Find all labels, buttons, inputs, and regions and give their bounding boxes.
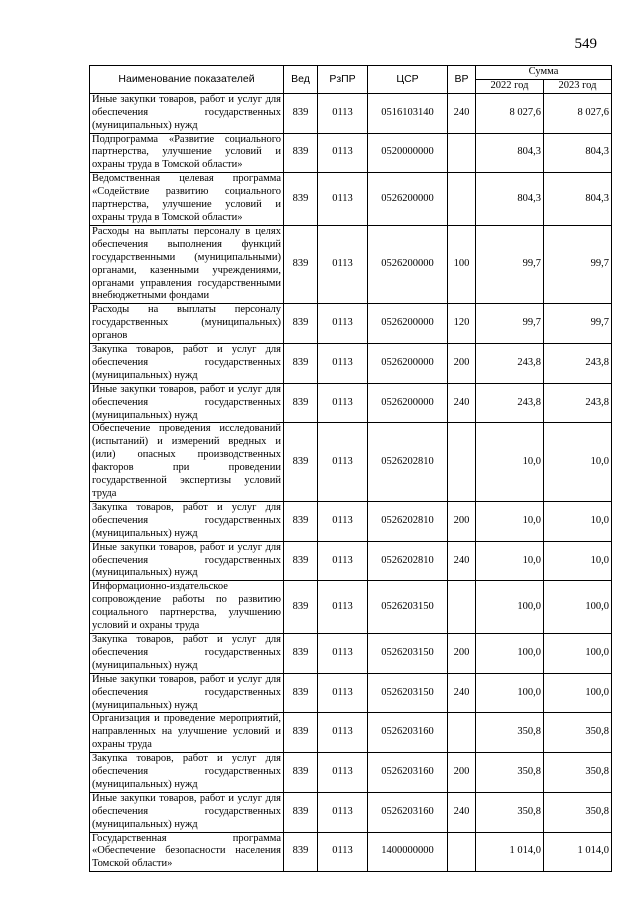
- row-vr-cell: 200: [448, 501, 476, 541]
- row-vr-cell: [448, 423, 476, 501]
- table-row: [90, 832, 612, 872]
- row-sum-2022-cell: 804,3: [476, 173, 544, 226]
- table-row: [90, 173, 612, 226]
- row-vr-cell: 240: [448, 792, 476, 832]
- row-sum-2022-cell: 350,8: [476, 713, 544, 753]
- row-rzpr-cell: 0113: [318, 423, 368, 501]
- row-ved-cell: 839: [284, 383, 318, 423]
- table-row: [90, 501, 612, 541]
- row-vr-cell: 240: [448, 673, 476, 713]
- row-rzpr-cell: 0113: [318, 304, 368, 344]
- row-name-cell: Закупка товаров, работ и услуг для обеспечения государственных (муниципальных) нужд: [90, 753, 284, 793]
- row-vr-cell: [448, 173, 476, 226]
- row-ved-cell: 839: [284, 93, 318, 133]
- table-row: [90, 713, 612, 753]
- header-csr: ЦСР: [368, 66, 448, 94]
- row-sum-2022-cell: 1 014,0: [476, 832, 544, 872]
- row-sum-2022-cell: 99,7: [476, 304, 544, 344]
- row-vr-cell: 240: [448, 93, 476, 133]
- table-row: [90, 225, 612, 303]
- row-rzpr-cell: 0113: [318, 792, 368, 832]
- row-csr-cell: 0526203150: [368, 633, 448, 673]
- row-ved-cell: 839: [284, 225, 318, 303]
- row-sum-2023-cell: 100,0: [544, 673, 612, 713]
- row-vr-cell: 200: [448, 753, 476, 793]
- row-sum-2023-cell: 243,8: [544, 383, 612, 423]
- page-number: 549: [574, 36, 597, 52]
- row-sum-2022-cell: 350,8: [476, 753, 544, 793]
- row-csr-cell: 0526200000: [368, 225, 448, 303]
- table-body: [90, 93, 612, 871]
- row-vr-cell: [448, 832, 476, 872]
- row-name-cell: Закупка товаров, работ и услуг для обеспечения государственных (муниципальных) нужд: [90, 344, 284, 384]
- row-sum-2023-cell: 99,7: [544, 225, 612, 303]
- row-name-cell: Закупка товаров, работ и услуг для обеспечения государственных (муниципальных) нужд: [90, 633, 284, 673]
- row-name-cell: Расходы на выплаты персоналу в целях обеспечения выполнения функций государственными (муниципальными) органами, казенными учреждениями, органами управления государственными внебюджетными фондами: [90, 225, 284, 303]
- row-ved-cell: 839: [284, 832, 318, 872]
- header-ved: Вед: [284, 66, 318, 94]
- header-year-2023: 2023 год: [544, 79, 612, 93]
- header-name: Наименование показателей: [90, 66, 284, 94]
- row-sum-2023-cell: 350,8: [544, 713, 612, 753]
- row-sum-2022-cell: 804,3: [476, 133, 544, 173]
- row-vr-cell: [448, 713, 476, 753]
- row-sum-2022-cell: 10,0: [476, 423, 544, 501]
- row-sum-2022-cell: 100,0: [476, 581, 544, 634]
- row-sum-2023-cell: 10,0: [544, 541, 612, 581]
- row-sum-2023-cell: 804,3: [544, 173, 612, 226]
- row-ved-cell: 839: [284, 713, 318, 753]
- row-vr-cell: 120: [448, 304, 476, 344]
- row-vr-cell: [448, 581, 476, 634]
- row-rzpr-cell: 0113: [318, 673, 368, 713]
- table-row: [90, 93, 612, 133]
- row-name-cell: Иные закупки товаров, работ и услуг для обеспечения государственных (муниципальных) нужд: [90, 541, 284, 581]
- row-vr-cell: 200: [448, 344, 476, 384]
- row-vr-cell: [448, 133, 476, 173]
- row-sum-2022-cell: 8 027,6: [476, 93, 544, 133]
- row-csr-cell: 0516103140: [368, 93, 448, 133]
- row-csr-cell: 0526200000: [368, 304, 448, 344]
- row-csr-cell: 0526202810: [368, 541, 448, 581]
- row-sum-2022-cell: 350,8: [476, 792, 544, 832]
- row-sum-2023-cell: 100,0: [544, 581, 612, 634]
- row-vr-cell: 240: [448, 383, 476, 423]
- row-ved-cell: 839: [284, 344, 318, 384]
- row-rzpr-cell: 0113: [318, 225, 368, 303]
- header-rzpr: РзПР: [318, 66, 368, 94]
- row-ved-cell: 839: [284, 633, 318, 673]
- row-sum-2023-cell: 1 014,0: [544, 832, 612, 872]
- row-ved-cell: 839: [284, 753, 318, 793]
- row-rzpr-cell: 0113: [318, 173, 368, 226]
- row-ved-cell: 839: [284, 423, 318, 501]
- row-csr-cell: 0526202810: [368, 423, 448, 501]
- row-csr-cell: 0526203160: [368, 792, 448, 832]
- row-rzpr-cell: 0113: [318, 133, 368, 173]
- row-rzpr-cell: 0113: [318, 581, 368, 634]
- row-name-cell: Организация и проведение мероприятий, направленных на улучшение условий и охраны труда: [90, 713, 284, 753]
- row-sum-2023-cell: 243,8: [544, 344, 612, 384]
- row-name-cell: Информационно-издательское сопровождение работы по развитию социального партнерства, улучшению условий и охраны труда: [90, 581, 284, 634]
- row-sum-2023-cell: 10,0: [544, 423, 612, 501]
- row-ved-cell: 839: [284, 792, 318, 832]
- row-rzpr-cell: 0113: [318, 541, 368, 581]
- row-rzpr-cell: 0113: [318, 93, 368, 133]
- row-sum-2022-cell: 10,0: [476, 541, 544, 581]
- row-name-cell: Подпрограмма «Развитие социального партнерства, улучшение условий и охраны труда в Томской области»: [90, 133, 284, 173]
- row-csr-cell: 0526203150: [368, 581, 448, 634]
- row-sum-2022-cell: 100,0: [476, 673, 544, 713]
- row-ved-cell: 839: [284, 501, 318, 541]
- row-rzpr-cell: 0113: [318, 753, 368, 793]
- table-row: [90, 673, 612, 713]
- row-sum-2022-cell: 243,8: [476, 383, 544, 423]
- row-name-cell: Государственная программа «Обеспечение безопасности населения Томской области»: [90, 832, 284, 872]
- row-vr-cell: 200: [448, 633, 476, 673]
- row-sum-2023-cell: 10,0: [544, 501, 612, 541]
- table-row: [90, 581, 612, 634]
- row-csr-cell: 0526203150: [368, 673, 448, 713]
- row-rzpr-cell: 0113: [318, 383, 368, 423]
- row-ved-cell: 839: [284, 304, 318, 344]
- row-csr-cell: 0526200000: [368, 344, 448, 384]
- row-csr-cell: 0526200000: [368, 383, 448, 423]
- row-rzpr-cell: 0113: [318, 713, 368, 753]
- table-row: [90, 423, 612, 501]
- row-ved-cell: 839: [284, 133, 318, 173]
- row-ved-cell: 839: [284, 673, 318, 713]
- row-name-cell: Закупка товаров, работ и услуг для обеспечения государственных (муниципальных) нужд: [90, 501, 284, 541]
- row-name-cell: Ведомственная целевая программа «Содействие развитию социального партнерства, улучшение условий и охраны труда в Томской области»: [90, 173, 284, 226]
- header-year-2022: 2022 год: [476, 79, 544, 93]
- row-ved-cell: 839: [284, 173, 318, 226]
- row-sum-2023-cell: 350,8: [544, 792, 612, 832]
- table-row: [90, 304, 612, 344]
- table-row: [90, 753, 612, 793]
- row-sum-2023-cell: 350,8: [544, 753, 612, 793]
- table-row: [90, 541, 612, 581]
- row-sum-2022-cell: 99,7: [476, 225, 544, 303]
- table-header: [90, 66, 612, 94]
- row-sum-2023-cell: 8 027,6: [544, 93, 612, 133]
- row-name-cell: Иные закупки товаров, работ и услуг для обеспечения государственных (муниципальных) нужд: [90, 383, 284, 423]
- row-csr-cell: 0526200000: [368, 173, 448, 226]
- row-csr-cell: 0526203160: [368, 753, 448, 793]
- row-ved-cell: 839: [284, 581, 318, 634]
- row-name-cell: Иные закупки товаров, работ и услуг для обеспечения государственных (муниципальных) нужд: [90, 673, 284, 713]
- row-sum-2023-cell: 99,7: [544, 304, 612, 344]
- row-name-cell: Обеспечение проведения исследований (испытаний) и измерений вредных и (или) опасных производственных факторов при проведении государственной экспертизы условий труда: [90, 423, 284, 501]
- budget-table: [89, 65, 612, 872]
- table-row: [90, 633, 612, 673]
- header-sum: Сумма: [476, 66, 612, 80]
- row-csr-cell: 0526202810: [368, 501, 448, 541]
- table-row: [90, 383, 612, 423]
- row-sum-2022-cell: 243,8: [476, 344, 544, 384]
- row-rzpr-cell: 0113: [318, 832, 368, 872]
- row-sum-2023-cell: 804,3: [544, 133, 612, 173]
- row-name-cell: Иные закупки товаров, работ и услуг для обеспечения государственных (муниципальных) нужд: [90, 792, 284, 832]
- row-csr-cell: 1400000000: [368, 832, 448, 872]
- table-row: [90, 133, 612, 173]
- row-rzpr-cell: 0113: [318, 633, 368, 673]
- table-row: [90, 344, 612, 384]
- row-name-cell: Иные закупки товаров, работ и услуг для обеспечения государственных (муниципальных) нужд: [90, 93, 284, 133]
- row-csr-cell: 0520000000: [368, 133, 448, 173]
- row-sum-2023-cell: 100,0: [544, 633, 612, 673]
- row-sum-2022-cell: 10,0: [476, 501, 544, 541]
- row-rzpr-cell: 0113: [318, 501, 368, 541]
- row-name-cell: Расходы на выплаты персоналу государственных (муниципальных) органов: [90, 304, 284, 344]
- row-vr-cell: 100: [448, 225, 476, 303]
- row-vr-cell: 240: [448, 541, 476, 581]
- table-row: [90, 792, 612, 832]
- row-ved-cell: 839: [284, 541, 318, 581]
- row-csr-cell: 0526203160: [368, 713, 448, 753]
- header-vr: ВР: [448, 66, 476, 94]
- row-rzpr-cell: 0113: [318, 344, 368, 384]
- row-sum-2022-cell: 100,0: [476, 633, 544, 673]
